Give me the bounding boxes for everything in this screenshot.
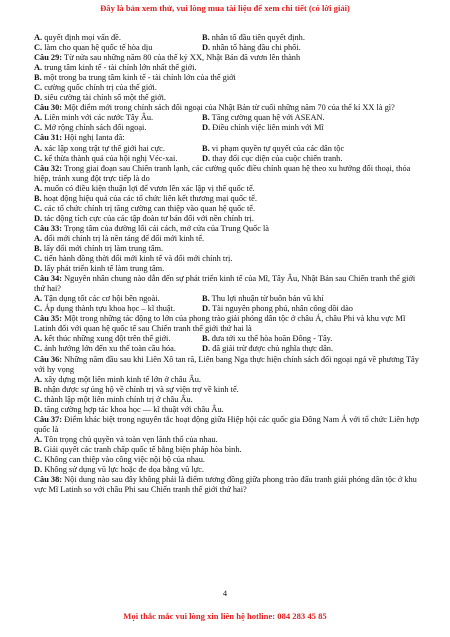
option-a: A. đổi mới chính trị là nền tảng để đổi mới kinh tế. xyxy=(34,233,205,243)
option-b: B. một trong ba trung tâm kinh tế - tài chính lớn của thế giới xyxy=(34,73,236,83)
option-a: A. muốn có điều kiện thuận lợi để vươn lên xác lập vị thế quốc tế. xyxy=(34,183,255,193)
option-a: A. kết thúc những xung đột trên thế giới. xyxy=(34,334,171,344)
option-a: A. xây dựng một liên minh kinh tế lớn ở châu Âu. xyxy=(34,374,202,384)
option-d: D. siêu cường tài chính số một thế giới. xyxy=(34,93,167,103)
option-c: C. ảnh hưởng lớn đến xu thế toàn cầu hóa. xyxy=(34,344,176,354)
option-row xyxy=(34,154,424,164)
question-33: Câu 33: Trọng tâm của đường lối cải cách, mở cửa của Trung Quốc là xyxy=(34,223,270,233)
option-a: A. trung tâm kinh tế - tài chính lớn nhất thế giới. xyxy=(34,63,197,73)
option-b: B. Tăng cường quan hệ với ASEAN. xyxy=(202,113,325,123)
option-c: C. các tổ chức chính trị tăng cường can thiệp vào quan hệ quốc tế. xyxy=(34,203,256,213)
preview-banner: Đây là bản xem thử, vui lòng mua tài liệu để xem chi tiết (có lời giải) xyxy=(100,3,350,13)
option-d: D. Điều chỉnh việc liên minh với Mĩ xyxy=(202,123,324,133)
option-d: D. nhân tố hàng đầu chi phối. xyxy=(202,43,301,53)
hotline-banner: Mọi thắc mắc vui lòng xin liên hệ hotline: 084 283 45 85 xyxy=(123,611,327,621)
option-c: C. tiến hành đồng thời đổi mới kinh tế và đổi mới chính trị. xyxy=(34,254,233,264)
option-b: B. lấy đổi mới chính trị làm trung tâm. xyxy=(34,243,164,253)
question-38: Câu 38: Nội dung nào sau đây không phải là điểm tương đồng giữa phong trào đấu tranh giải phóng dân tộc ở khu vực Mĩ Latinh so với châu Phi sau Chiến tranh thế giới thứ hai? xyxy=(34,475,417,495)
option-b: B. vi phạm quyền tự quyết của các dân tộc xyxy=(202,143,345,153)
option-b: B. đưa tới xu thế hòa hoãn Đông - Tây. xyxy=(202,334,333,344)
option-row xyxy=(34,334,424,344)
option-a: A. Liên minh với các nước Tây Âu. xyxy=(34,113,154,123)
option-b: B. Thu lợi nhuận từ buôn bán vũ khí xyxy=(202,294,324,304)
question-34: Câu 34: Nguyên nhân chung nào dẫn đến sự phát triển kinh tế của Mĩ, Tây Âu, Nhật Bản sau Chiến tranh thế giới thứ hai? xyxy=(34,274,416,294)
option-d: D. Tài nguyên phong phú, nhân công dồi dào xyxy=(202,304,353,314)
question-29: Câu 29: Từ nửa sau những năm 80 của thế kỷ XX, Nhật Bản đã vươn lên thành xyxy=(34,53,301,63)
question-30: Câu 30: Một điểm mới trong chính sách đối ngoại của Nhật Bản từ cuối những năm 70 của thế kỉ XX là gì? xyxy=(34,103,395,113)
option-row xyxy=(34,144,424,154)
option-d: D. tăng cường hợp tác khoa học — kĩ thuật với châu Âu. xyxy=(34,404,224,414)
option-d: D. thay đổi cục diện của cuộc chiến tranh. xyxy=(202,153,343,163)
question-35: Câu 35: Một trong những tác động to lớn của phong trào giải phóng dân tộc ở châu Á, châu Phi và khu vực Mĩ Latinh đối với quan hệ quốc tế sau Chiến tranh thế giới thứ hai là xyxy=(34,314,406,334)
option-b: B. Giải quyết các tranh chấp quốc tế bằng biện pháp hòa bình. xyxy=(34,444,242,454)
document-page xyxy=(34,33,424,495)
option-row xyxy=(34,113,424,123)
option-b: B. nhận được sự ủng hộ về chính trị và sự viện trợ về kinh tế. xyxy=(34,384,239,394)
option-b: B. nhân tố đầu tiên quyết định. xyxy=(202,33,305,42)
option-c: C. Không can thiệp vào công việc nội bộ của nhau. xyxy=(34,454,206,464)
question-32: Câu 32: Trong giai đoạn sau Chiến tranh lạnh, các cường quốc điều chỉnh quan hệ theo xu hướng đối thoại, thỏa hiệp, tránh xung đột trực tiếp là do xyxy=(34,163,411,183)
option-row xyxy=(34,123,424,133)
page-number: 4 xyxy=(222,589,228,598)
option-a: A. quyết định mọi vấn đề. xyxy=(34,33,121,42)
option-c: C. kể thừa thành quả của hội nghị Véc-xai. xyxy=(34,153,178,163)
option-row xyxy=(34,43,424,53)
option-a: A. Tôn trọng chủ quyền và toàn vẹn lãnh thổ của nhau. xyxy=(34,434,218,444)
option-d: D. tác động tích cực của các tập đoàn tư bản đối với nền chính trị. xyxy=(34,213,254,223)
option-c: C. thành lập một liên minh chính trị ở châu Âu. xyxy=(34,394,193,404)
option-c: C. làm cho quan hệ quốc tế hòa dịu xyxy=(34,43,153,53)
option-d: D. Không sử dụng vũ lực hoặc đe dọa bằng vũ lực. xyxy=(34,465,205,475)
option-c: C. Áp dụng thành tựu khoa học – kĩ thuật. xyxy=(34,304,176,314)
option-row xyxy=(34,344,424,354)
question-31: Câu 31: Hội nghị Ianta đã: xyxy=(34,133,125,143)
question-36: Câu 36: Những năm đầu sau khi Liên Xô tan rã, Liên bang Nga thực hiện chính sách đối ngoại ngả về phương Tây với hy vọng xyxy=(34,354,419,374)
option-d: D. đã giải trừ được chủ nghĩa thực dân. xyxy=(202,344,334,354)
option-row xyxy=(34,294,424,304)
option-d: D. lấy phát triển kinh tế làm trung tâm. xyxy=(34,264,165,274)
option-row xyxy=(34,304,424,314)
option-c: C. cường quốc chính trị của thế giới. xyxy=(34,83,157,93)
question-37: Câu 37: Điểm khác biệt trong nguyên tắc hoạt động giữa Hiệp hội các quốc gia Đông Nam Á với tổ chức Liên hợp quốc là xyxy=(34,414,420,434)
option-row xyxy=(34,33,424,43)
option-b: B. hoạt động hiệu quả của các tổ chức liên kết thương mại quốc tế. xyxy=(34,193,257,203)
option-a: A. Tận dụng tốt các cơ hội bên ngoài. xyxy=(34,294,160,304)
option-a: A. xác lập xong trật tự thế giới hai cực. xyxy=(34,143,165,153)
option-c: C. Mở rộng chính sách đối ngoại. xyxy=(34,123,147,133)
